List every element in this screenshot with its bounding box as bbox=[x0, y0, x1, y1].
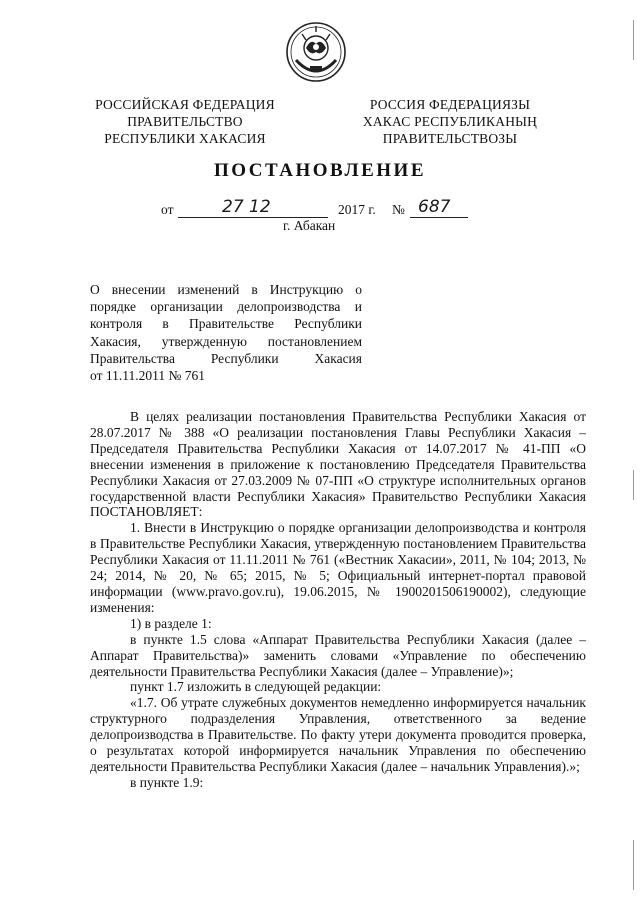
body-paragraph: 1) в разделе 1: bbox=[130, 615, 212, 631]
document-body bbox=[90, 409, 586, 791]
header-line: РОССИЯ ФЕДЕРАЦИЯЗЫ bbox=[369, 97, 531, 112]
header-line: РОССИЙСКАЯ ФЕДЕРАЦИЯ bbox=[95, 97, 275, 112]
number-label: № bbox=[392, 202, 405, 217]
handwritten-date: 27 12 bbox=[222, 197, 271, 217]
handwritten-number: 687 bbox=[418, 197, 451, 217]
subject-block bbox=[90, 281, 362, 384]
subject-line: контроля в Правительстве Республики bbox=[90, 316, 362, 332]
city-label: г. Абакан bbox=[283, 218, 336, 233]
body-paragraph: в пункте 1.5 слова «Аппарат Правительства Республики Хакасия (далее – Аппарат Правительства)» заменить словами «Управление по обеспечению деятельности Правительства Республики Хакасия (далее – Управление)»; bbox=[90, 631, 586, 679]
header-line: ХАКАС РЕСПУБЛИКАНЫҢ bbox=[362, 114, 538, 129]
body-paragraph: В целях реализации постановления Правительства Республики Хакасия от 28.07.2017 № 388 «О реализации постановления Главы Республики Хакасия – Председателя Правительства Республики Хакасия от 14.07.2017 № 41-ПП «О внесении изменения в приложение к постановлению Председателя Правительства Республики Хакасия от 27.03.2009 № 07-ПП «О структуре исполнительных органов государственной власти Республики Хакасия» Правительство Республики Хакасия ПОСТАНОВЛЯЕТ: bbox=[90, 409, 586, 520]
subject-line: Правительства Республики Хакасия bbox=[90, 350, 362, 366]
header-khakas bbox=[335, 96, 565, 147]
number-underline bbox=[410, 217, 468, 218]
subject-line: от 11.11.2011 № 761 bbox=[90, 368, 205, 384]
year-label: 2017 г. bbox=[338, 202, 376, 217]
body-paragraph: «1.7. Об утрате служебных документов немедленно информируется начальник структурного подразделения Управления, ответственного за ведение делопроизводства в Правительстве. По факту утери документа проводится проверка, о результатах которой информируется начальник Управления по обеспечению деятельности Правительства Республики Хакасия (далее – начальник Управления).»; bbox=[90, 695, 586, 774]
date-from-label: от bbox=[161, 202, 174, 217]
scan-edge-mark bbox=[633, 840, 634, 890]
subject-line: порядке организации делопроизводства и bbox=[90, 299, 362, 315]
body-paragraph: в пункте 1.9: bbox=[130, 774, 204, 790]
header-russian bbox=[70, 96, 300, 147]
header-line: ПРАВИТЕЛЬСТВОЗЫ bbox=[382, 131, 518, 146]
header-line: РЕСПУБЛИКИ ХАКАСИЯ bbox=[104, 131, 266, 146]
header-line: ПРАВИТЕЛЬСТВО bbox=[127, 114, 243, 129]
scan-edge-mark bbox=[633, 470, 634, 500]
subject-line: Хакасия, утвержденную постановлением bbox=[90, 333, 362, 349]
scan-edge-mark bbox=[633, 20, 634, 60]
body-paragraph: 1. Внести в Инструкцию о порядке организации делопроизводства и контроля в Правительстве Республики Хакасия, утвержденную постановлением Правительства Республики Хакасия от 11.11.2011 № 761 («Вестник Хакасии», 2011, № 104; 2013, № 24; 2014, № 20, № 65; 2015, № 5; Официальный интернет-портал правовой информации (www.pravo.gov.ru), 19.06.2015, № 1900201506190002), следующие изменения: bbox=[90, 520, 586, 615]
document-type-title: ПОСТАНОВЛЕНИЕ bbox=[213, 160, 427, 181]
body-paragraph: пункт 1.7 изложить в следующей редакции: bbox=[130, 679, 382, 695]
subject-line: О внесении изменений в Инструкцию о bbox=[90, 282, 362, 297]
coat-of-arms-emblem bbox=[284, 20, 348, 84]
